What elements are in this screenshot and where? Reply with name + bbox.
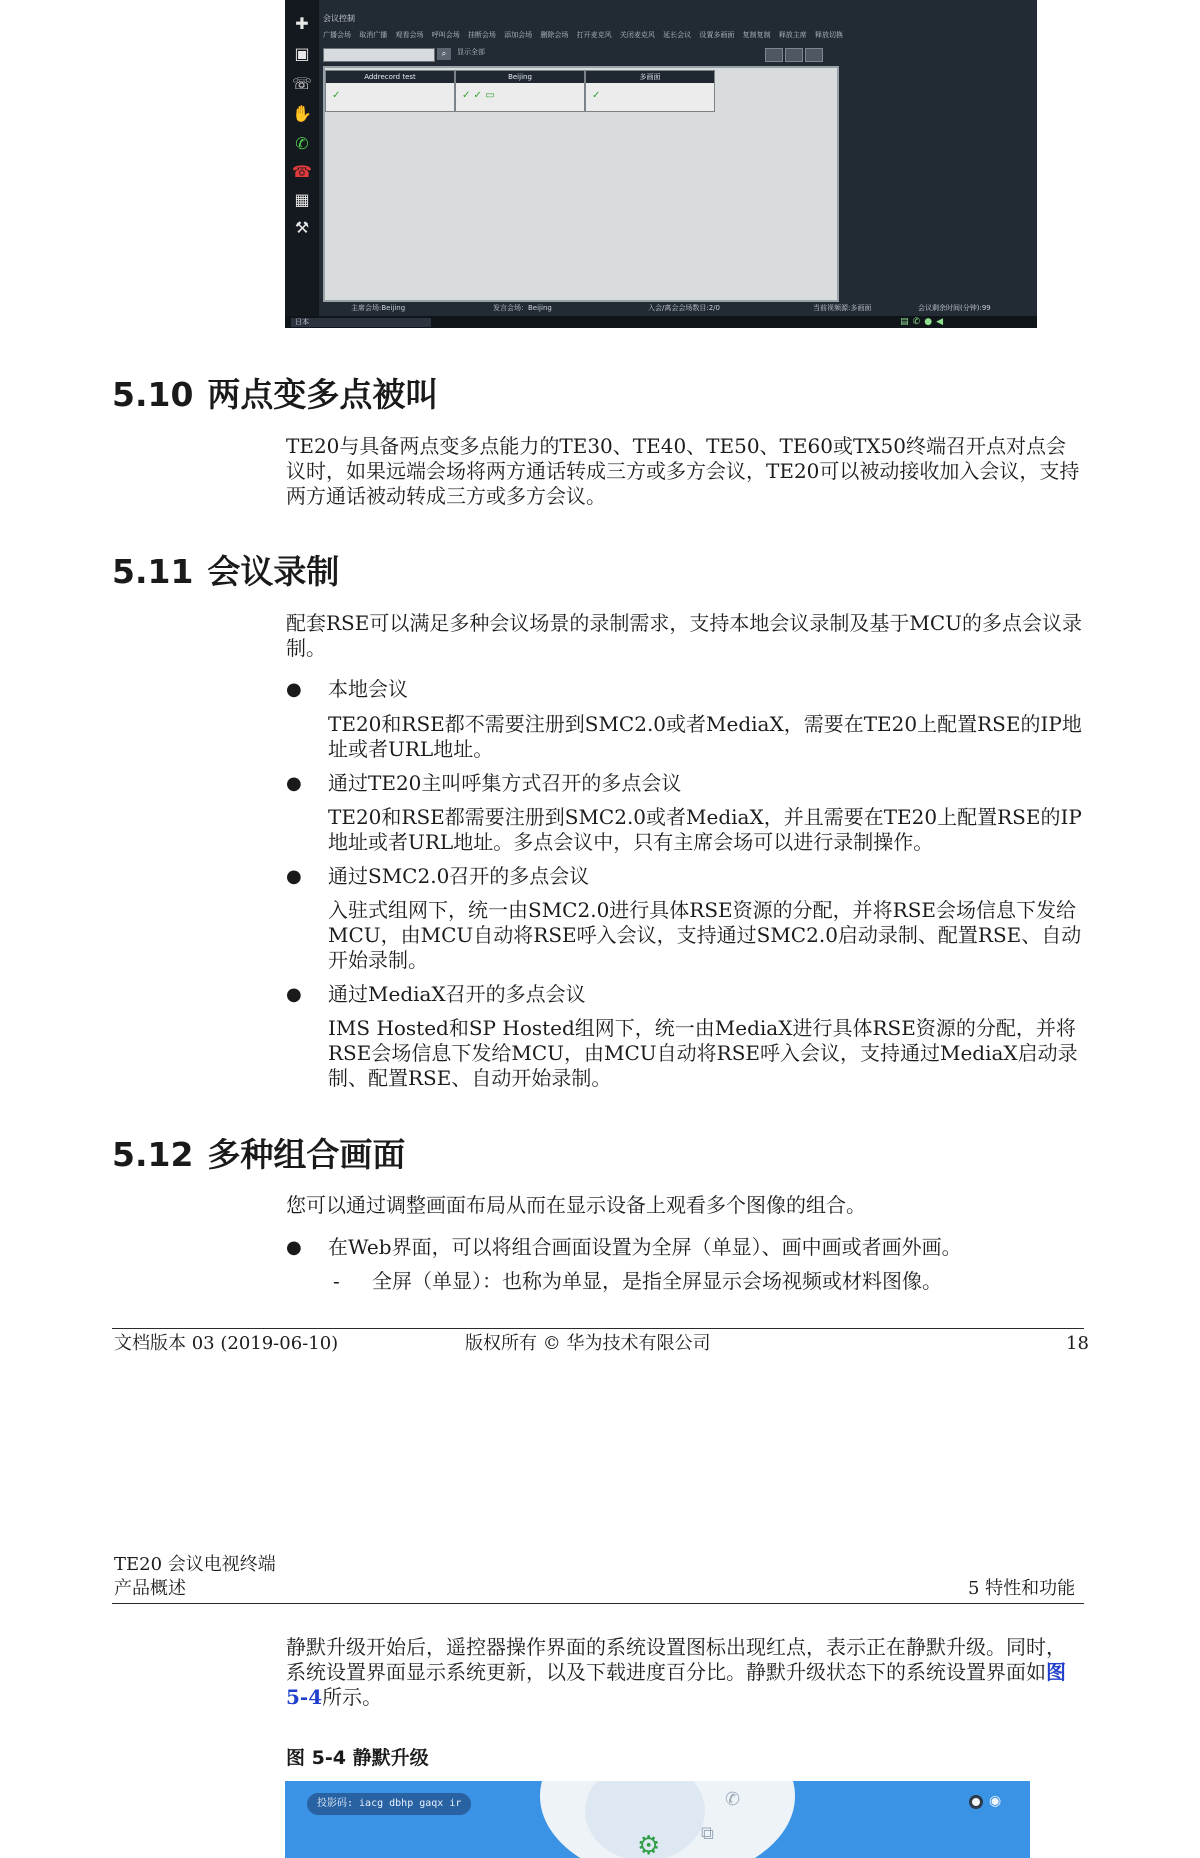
view-grid-button[interactable] (805, 48, 823, 62)
search-icon[interactable]: ⌕ (437, 48, 451, 60)
menu-item[interactable]: 广播会场 (323, 31, 351, 39)
status-broadcast: 发言会场：Beijing (493, 304, 552, 312)
phone-icon[interactable]: ✆ (725, 1789, 741, 1810)
status-count: 入会/离会会场数目:2/0 (648, 304, 720, 312)
paragraph: 您可以通过调整画面布局从而在显示设备上观看多个图像的组合。 (286, 1193, 866, 1217)
menu-item[interactable]: 取消广播 (359, 31, 388, 39)
menu-item[interactable]: 关闭麦克风 (619, 31, 655, 39)
hand-icon: ✋ (292, 104, 312, 123)
silent-upgrade-screenshot (285, 1781, 1030, 1858)
site-card[interactable] (455, 70, 585, 112)
hangup-icon: ☎ (292, 162, 312, 181)
status-time: 会议剩余时间(分钟):99 (918, 304, 991, 312)
paragraph: 配套RSE可以满足多种会议场景的录制需求，支持本地会议录制及基于MCU的多点会议录制。 (286, 611, 1082, 660)
figure-label: 图 5-4 (286, 1747, 346, 1769)
section-number: 5.12 (112, 1135, 194, 1174)
bullet-icon: ● (286, 773, 302, 794)
status-bar (323, 302, 1031, 314)
section-number: 5.11 (112, 552, 194, 591)
bullet-icon: ● (286, 984, 302, 1005)
bullet-body: TE20和RSE都不需要注册到SMC2.0或者MediaX，需要在TE20上配置RSE的IP地址或者URL地址。 (328, 712, 1082, 761)
control-menu (323, 28, 1031, 42)
header-divider (112, 1603, 1084, 1604)
menu-item[interactable]: 挂断会场 (467, 31, 496, 39)
menu-item[interactable]: 观看会场 (395, 31, 424, 39)
status-main-site: 主席会场:Beijing (351, 304, 406, 312)
header-chapter: 5 特性和功能 (968, 1578, 1076, 1599)
projection-code: 投影码: iacg dbhp gaqx ir (307, 1793, 471, 1815)
menu-item[interactable]: 打开麦克风 (576, 31, 612, 39)
paragraph (286, 1635, 1082, 1710)
paragraph: TE20与具备两点变多点能力的TE30、TE40、TE50、TE60或TX50终端召开点对点会议时，如果远端会场将两方通话转成三方或多方会议，TE20可以被动接收加入会议，支持两方通话被动转成三方或多方会议。 (286, 434, 1080, 508)
footer-copyright: 版权所有 © 华为技术有限公司 (465, 1333, 711, 1354)
sub-bullet: 全屏（单显）：也称为单显，是指全屏显示会场视频或材料图像。 (372, 1269, 942, 1293)
paragraph-text: 静默升级开始后，遥控器操作界面的系统设置图标出现红点，表示正在静默升级。同时，系统设置界面显示系统更新，以及下载进度百分比。静默升级状态下的系统设置界面如 (286, 1635, 1066, 1684)
wrench-icon: ⚒ (294, 218, 310, 237)
section-title: 会议录制 (207, 552, 340, 591)
figure-title: 静默升级 (352, 1747, 429, 1769)
bullet-heading: 通过MediaX召开的多点会议 (328, 982, 586, 1006)
check-icon: ✓ (592, 90, 601, 101)
menu-item[interactable]: 复制复制 (742, 31, 771, 39)
settings-gear-icon[interactable]: ⚙ (637, 1831, 661, 1858)
site-card[interactable] (325, 70, 455, 112)
section-number: 5.10 (112, 375, 194, 414)
bullet-body: 入驻式组网下，统一由SMC2.0进行具体RSE资源的分配，并将RSE会场信息下发给MCU，由MCU自动将RSE呼入会议，支持通过SMC2.0启动录制、配置RSE、自动开始录制。 (328, 898, 1082, 972)
footer-version: 文档版本 03 (2019-06-10) (114, 1333, 339, 1354)
site-name: Addrecord test (326, 71, 454, 83)
menu-item[interactable]: 设置多画面 (699, 31, 735, 39)
bullet-body: TE20和RSE都需要注册到SMC2.0或者MediaX，并且需要在TE20上配置RSE的IP地址或者URL地址。多点会议中，只有主席会场可以进行录制操作。 (328, 805, 1082, 854)
bullet-body: IMS Hosted和SP Hosted组网下，统一由MediaX进行具体RSE资源的分配，并将RSE会场信息下发给MCU，由MCU自动将RSE呼入会议，支持通过MediaX启动录制、配置RSE、自动开始录制。 (328, 1016, 1078, 1090)
site-name: Beijing (456, 71, 584, 83)
share-icon[interactable]: ⧉ (701, 1823, 714, 1844)
section-title: 多种组合画面 (207, 1135, 406, 1174)
site-search-input[interactable] (323, 48, 435, 62)
menu-item[interactable]: 释放切换 (815, 31, 844, 39)
menu-item[interactable]: 延长会议 (663, 31, 692, 39)
call-icon: ✆ (295, 134, 309, 153)
menu-item[interactable]: 添加会场 (504, 31, 533, 39)
section-heading (112, 373, 438, 417)
section-title: 两点变多点被叫 (207, 375, 439, 414)
add-icon: ✚ (295, 14, 309, 33)
header-doc: 产品概述 (114, 1578, 186, 1599)
bullet-heading: 本地会议 (328, 677, 408, 701)
language-select[interactable]: 日本 (291, 318, 431, 327)
check-icon: ✓ ✓ ▭ (462, 90, 495, 101)
site-card[interactable] (585, 70, 715, 112)
footer-divider (112, 1328, 1084, 1329)
bullet-heading: 在Web界面，可以将组合画面设置为全屏（单显）、画中画或者画外画。 (328, 1235, 962, 1259)
menu-item[interactable]: 呼叫会场 (431, 31, 460, 39)
grid-icon: ▦ (294, 190, 310, 209)
paragraph-text: 所示。 (322, 1685, 383, 1709)
check-icon: ✓ (332, 90, 341, 101)
record-icon (969, 1795, 983, 1809)
bullet-icon: ● (286, 1237, 302, 1258)
status-video-mode: 当前视频源:多画面 (813, 304, 872, 312)
conference-icon: ☏ (292, 74, 313, 93)
bottom-bar (285, 316, 1037, 328)
bullet-heading: 通过TE20主叫呼集方式召开的多点会议 (328, 771, 682, 795)
dash-icon: - (333, 1269, 340, 1293)
section-heading (112, 550, 339, 594)
panel-title: 会议控制 (323, 14, 355, 23)
conference-control-screenshot (285, 0, 1037, 328)
left-toolbar (285, 0, 319, 316)
wifi-icon: ◉ (989, 1793, 1002, 1809)
figure-caption (286, 1745, 429, 1771)
header-product: TE20 会议电视终端 (114, 1554, 276, 1575)
page-number: 18 (1066, 1333, 1089, 1354)
bullet-icon: ● (286, 866, 302, 887)
show-all-label: 显示全部 (457, 48, 485, 56)
view-list-button[interactable] (785, 48, 803, 62)
menu-item[interactable]: 释放主席 (778, 31, 807, 39)
tray-icons: ▤✆●◀ (900, 317, 947, 327)
figure-link[interactable]: 图5-4 (286, 1660, 1066, 1709)
contacts-icon: ▣ (294, 44, 310, 63)
bullet-heading: 通过SMC2.0召开的多点会议 (328, 864, 590, 888)
section-heading (112, 1133, 405, 1177)
site-name: 多画面 (586, 71, 714, 83)
bullet-icon: ● (286, 679, 302, 700)
menu-item[interactable]: 删除会场 (540, 31, 569, 39)
view-single-button[interactable] (765, 48, 783, 62)
